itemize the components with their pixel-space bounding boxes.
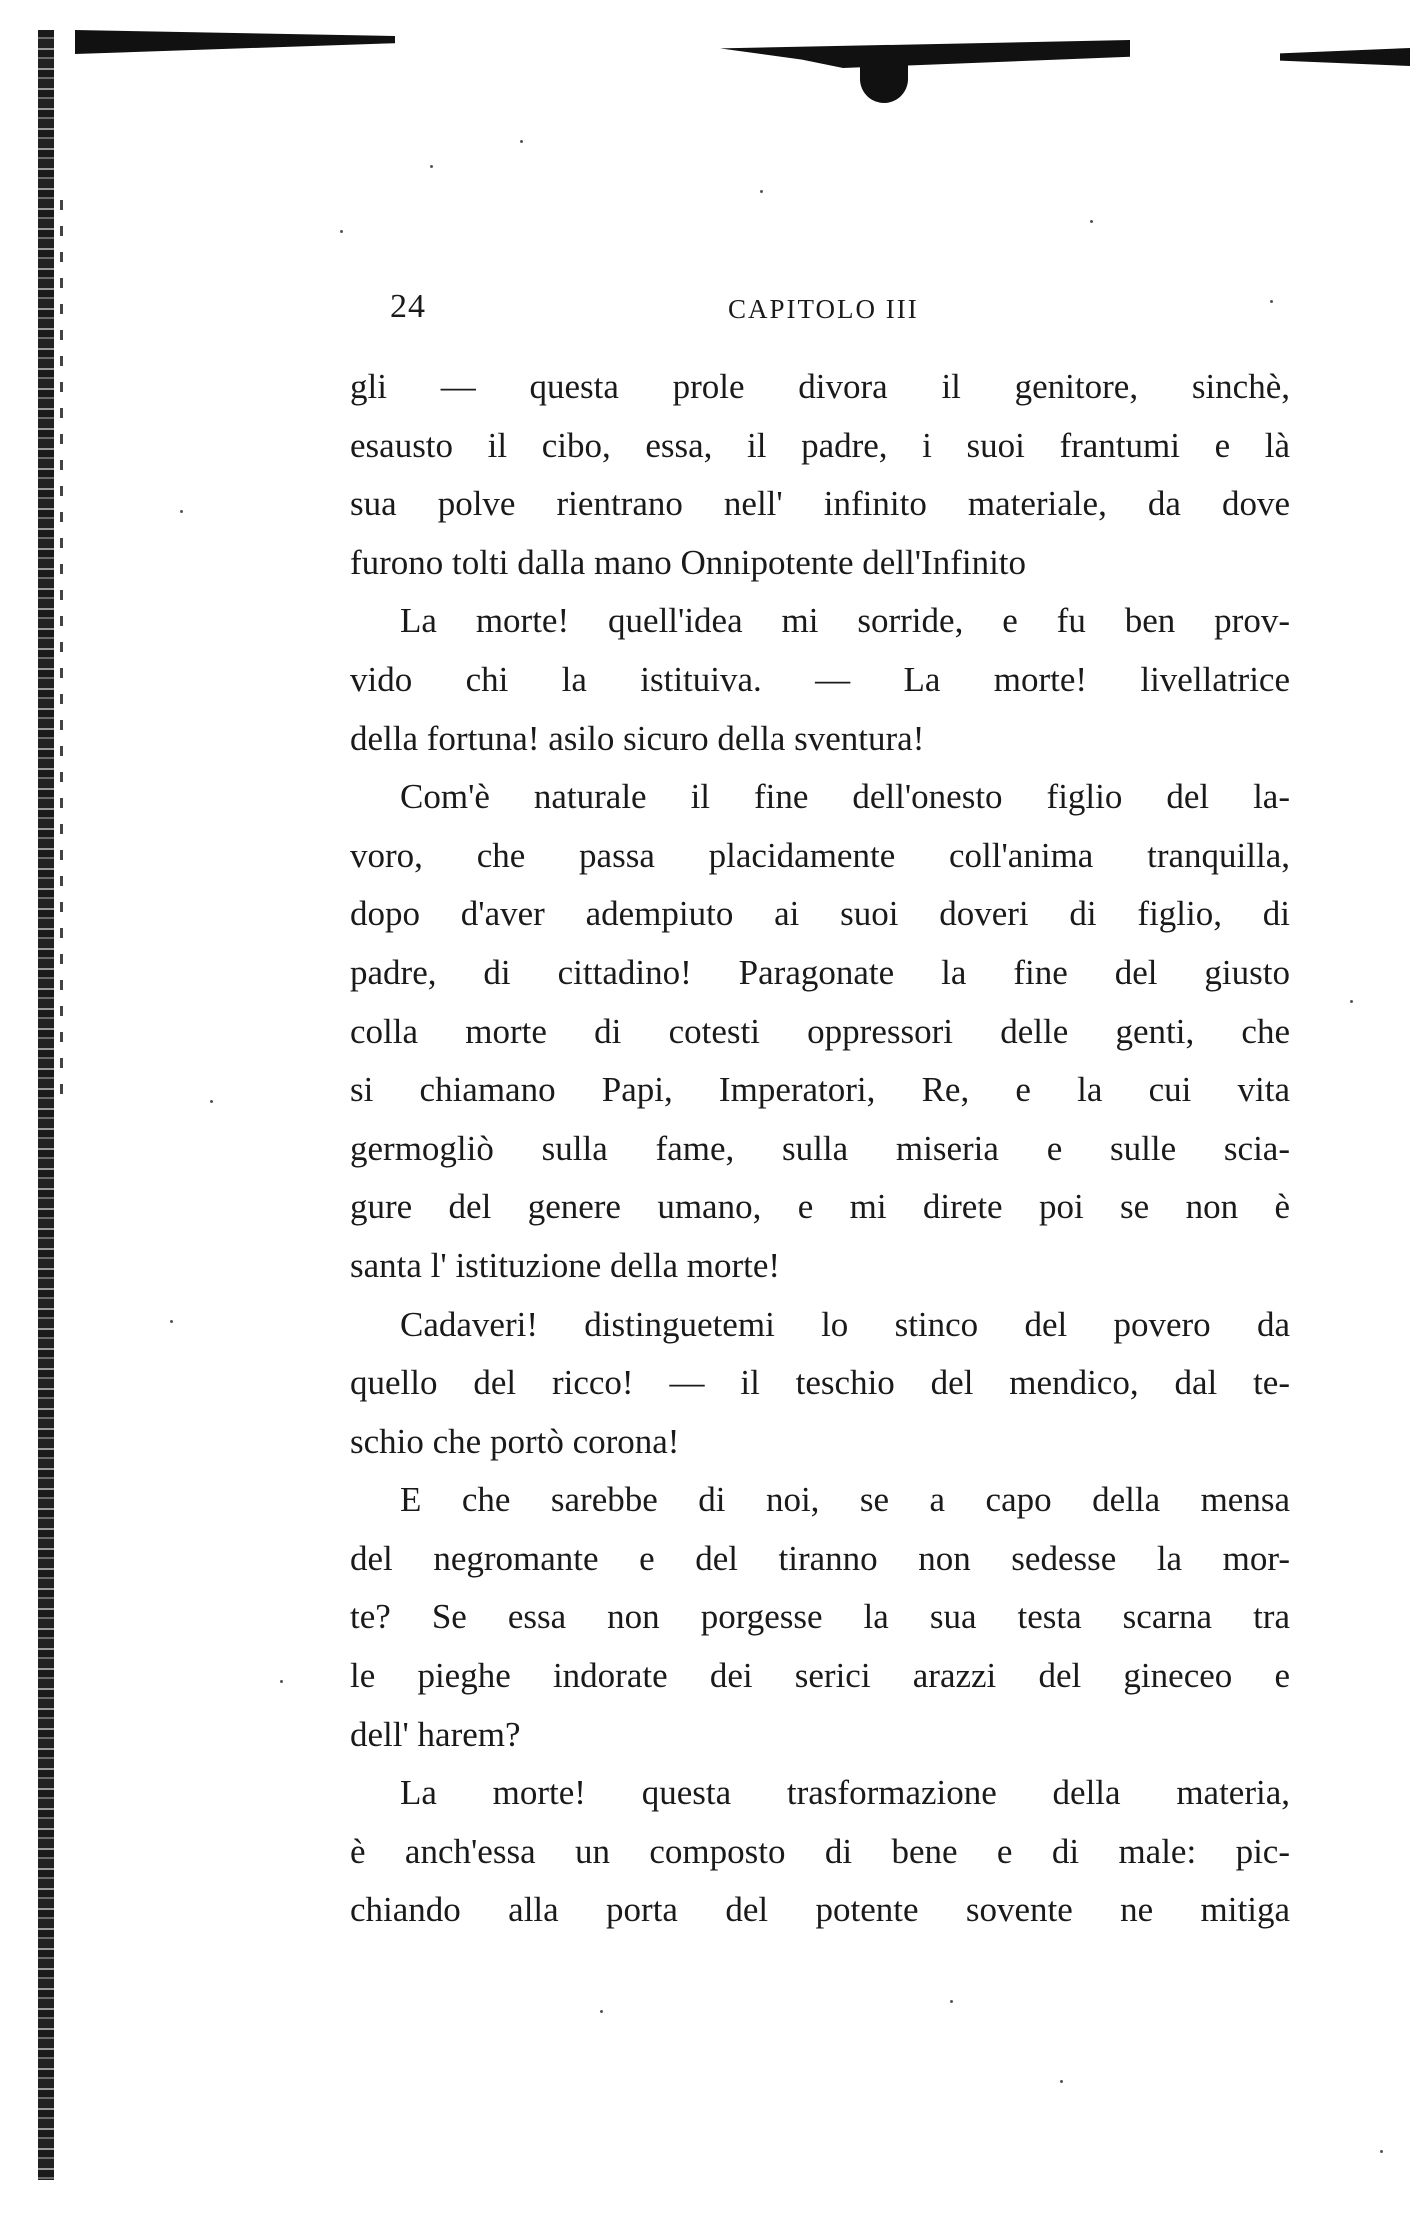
text-line: Cadaveri! distinguetemi lo stinco del povero da [400,1304,1290,1344]
scan-speck [1380,2150,1383,2153]
paragraph [350,358,1300,592]
scan-speck [1060,2080,1063,2083]
running-title: CAPITOLO III [728,294,919,324]
text-line: esausto il cibo, essa, il padre, i suoi frantumi e là [350,425,1290,465]
page-number: 24 [390,288,426,325]
paragraph [350,1296,1300,1472]
paragraph [350,1471,1300,1764]
scan-ink-blot [860,55,908,103]
text-line: schio che portò corona! [350,1421,680,1461]
text-line: vido chi la istituiva. — La morte! livellatrice [350,659,1290,699]
text-line: germogliò sulla fame, sulla miseria e sulle scia- [350,1128,1290,1168]
scan-speck [430,165,433,168]
scan-binding-edge [38,30,54,2180]
text-line: è anch'essa un composto di bene e di male: pic- [350,1831,1290,1871]
text-line: dopo d'aver adempiuto ai suoi doveri di figlio, di [350,894,1290,934]
scan-top-smudge [720,40,1130,68]
text-line: gure del genere umano, e mi direte poi se non è [350,1187,1290,1227]
text-line: santa l' istituzione della morte! [350,1245,781,1285]
scan-speck [280,1680,283,1683]
text-line: te? Se essa non porgesse la sua testa scarna tra [350,1597,1290,1637]
text-line: gli — questa prole divora il genitore, sinchè, [350,367,1290,406]
scan-top-smudge [1280,48,1410,66]
text-line: chiando alla porta del potente sovente ne mitiga [350,1890,1290,1930]
paragraph [350,592,1300,768]
text-line: sua polve rientrano nell' infinito materiale, da dove [350,484,1290,524]
scan-top-smudge [75,30,395,54]
text-line: del negromante e del tiranno non sedesse la mor- [350,1538,1290,1578]
running-header [0,288,1427,338]
scan-speck [1350,1000,1353,1003]
text-line: La morte! questa trasformazione della materia, [400,1773,1290,1813]
paragraph [350,768,1300,1295]
text-line: colla morte di cotesti oppressori delle genti, che [350,1011,1290,1051]
text-line: dell' harem? [350,1714,521,1754]
text-line: Com'è naturale il fine dell'onesto figlio del la- [400,777,1290,817]
scan-speck [950,2000,953,2003]
text-line: La morte! quell'idea mi sorride, e fu ben prov- [400,601,1290,641]
scan-speck [340,230,343,233]
scan-speck [520,140,523,143]
scan-speck [760,190,763,193]
text-line: E che sarebbe di noi, se a capo della mensa [400,1480,1290,1520]
scan-speck [210,1100,213,1103]
text-line: furono tolti dalla mano Onnipotente dell'Infinito [350,542,1027,582]
text-line: della fortuna! asilo sicuro della sventura! [350,718,925,758]
text-line: si chiamano Papi, Imperatori, Re, e la cui vita [350,1070,1290,1110]
text-line: quello del ricco! — il teschio del mendico, dal te- [350,1363,1290,1403]
body-text [350,358,1300,1940]
scan-speck [180,510,183,513]
text-line: padre, di cittadino! Paragonate la fine del giusto [350,952,1290,992]
text-line: le pieghe indorate dei serici arazzi del gineceo e [350,1656,1290,1696]
paragraph [350,1764,1300,1940]
scan-speck [1090,220,1093,223]
scan-speck [170,1320,173,1323]
scan-speck [600,2010,603,2013]
text-line: voro, che passa placidamente coll'anima tranquilla, [350,835,1290,875]
